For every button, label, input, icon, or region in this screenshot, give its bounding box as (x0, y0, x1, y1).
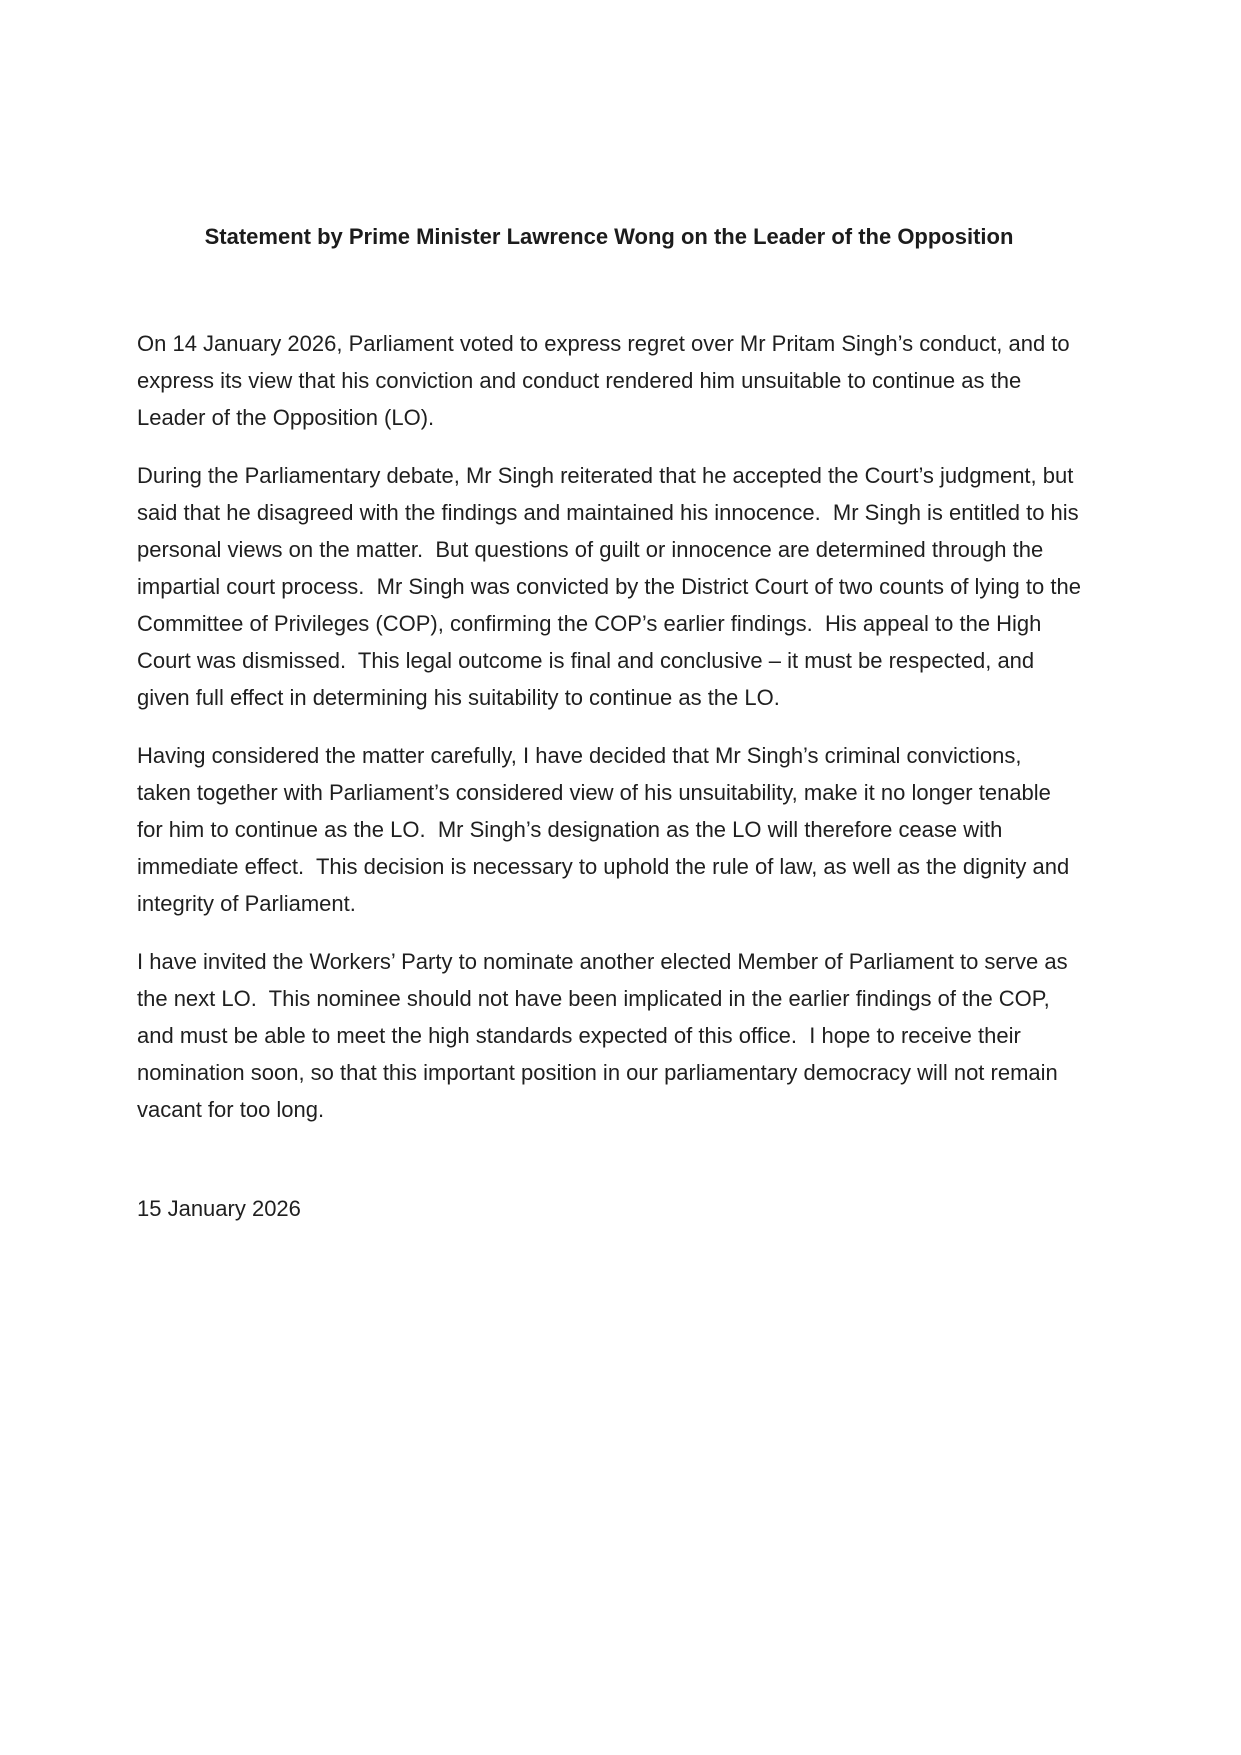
paragraph-workers-party-invitation: I have invited the Workers’ Party to nominate another elected Member of Parliament to serve as the next LO. This nominee should not have been implicated in the earlier findings of the COP, and must be able to meet the high standards expected of this office. I hope to receive their nomination soon, so that this important position in our parliamentary democracy will not remain vacant for too long. (137, 949, 1074, 1122)
document-title: Statement by Prime Minister Lawrence Wong on the Leader of the Opposition (204, 224, 1014, 249)
paragraph-decision: Having considered the matter carefully, I have decided that Mr Singh’s criminal convictions, taken together with Parliament’s considered view of his unsuitability, make it no longer tenable for him to continue as the LO. Mr Singh’s designation as the LO will therefore cease with immediate effect. This decision is necessary to uphold the rule of law, as well as the dignity and integrity of Parliament. (137, 743, 1076, 916)
paragraph-parliamentary-debate: During the Parliamentary debate, Mr Singh reiterated that he accepted the Court’s judgment, but said that he disagreed with the findings and maintained his innocence. Mr Singh is entitled to his personal views on the matter. But questions of guilt or innocence are determined through the impartial court process. Mr Singh was convicted by the District Court of two counts of lying to the Committee of Privileges (COP), confirming the COP’s earlier findings. His appeal to the High Court was dismissed. This legal outcome is final and conclusive – it must be respected, and given full effect in determining his suitability to continue as the LO. (137, 463, 1088, 710)
document-date: 15 January 2026 (137, 1196, 301, 1221)
paragraph-parliament-vote: On 14 January 2026, Parliament voted to express regret over Mr Pritam Singh’s conduct, and to express its view that his conviction and conduct rendered him unsuitable to continue as the Leader of the Opposition (LO). (137, 331, 1076, 430)
